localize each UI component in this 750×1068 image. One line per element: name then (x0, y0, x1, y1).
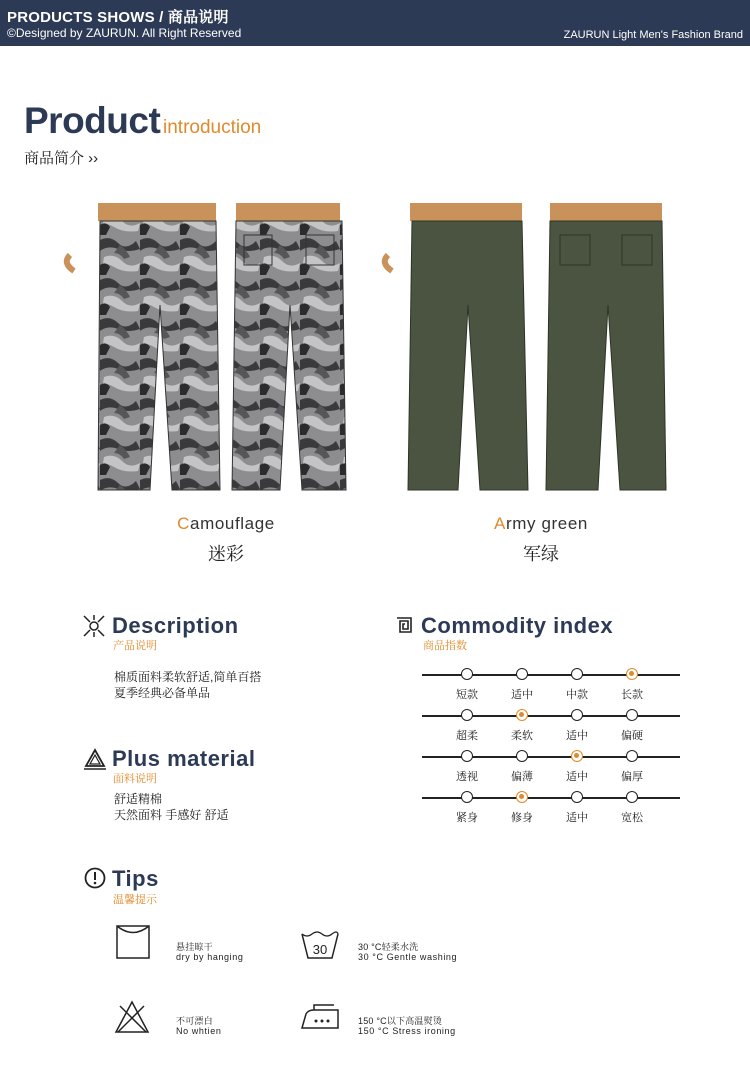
tip-3-en: No whtien (176, 1026, 222, 1036)
wash-30-icon (300, 930, 340, 960)
commodity-dot-selected (516, 709, 528, 721)
description-title: Description (112, 613, 239, 638)
commodity-row (422, 791, 680, 824)
tip-4-en: 150 °C Stress ironing (358, 1026, 456, 1036)
commodity-dot (461, 668, 473, 680)
tip-2-en: 30 °C Gentle washing (358, 952, 458, 962)
intro-title: Product (24, 100, 161, 141)
commodity-dot (626, 750, 638, 762)
tips-title: Tips (112, 866, 159, 891)
commodity-title: Commodity index (421, 613, 614, 638)
commodity-dot (516, 668, 528, 680)
commodity-label: 短款 (456, 689, 478, 701)
commodity-dot (461, 750, 473, 762)
commodity-label: 偏薄 (511, 771, 533, 783)
tip-1-en: dry by hanging (176, 952, 244, 962)
tips-subtitle: 温馨提示 (113, 894, 157, 906)
description-text: 棉质面料柔软舒适,简单百搭 夏季经典必备单品 (114, 670, 262, 700)
tip-2-cn: 30 °C轻柔水洗 (358, 942, 419, 952)
commodity-label: 偏厚 (621, 771, 643, 783)
commodity-label: 超柔 (456, 730, 478, 742)
header-brand: ZAURUN Light Men's Fashion Brand (563, 29, 743, 41)
commodity-label: 紧身 (456, 812, 478, 824)
description-icon (82, 614, 106, 638)
description-subtitle: 产品说明 (113, 640, 157, 652)
product-2-name-cn: 军绿 (523, 544, 559, 564)
commodity-dot (571, 709, 583, 721)
commodity-label: 适中 (566, 771, 588, 783)
commodity-row (422, 668, 680, 701)
material-title: Plus material (112, 746, 256, 771)
commodity-subtitle: 商品指数 (423, 640, 467, 652)
commodity-label: 适中 (566, 812, 588, 824)
product-1-name: Camouflage (177, 514, 275, 533)
wash-temp-label: 30 (312, 942, 328, 957)
info-icon (84, 867, 106, 889)
no-bleach-icon (114, 1000, 150, 1034)
header-bar (0, 0, 750, 46)
tip-4-cn: 150 °C以下高温熨烫 (358, 1016, 443, 1026)
commodity-dot (461, 709, 473, 721)
material-text: 舒适精棉 天然面料 手感好 舒适 (114, 792, 229, 822)
iron-icon (300, 1002, 340, 1030)
product-1-name-cn: 迷彩 (208, 544, 244, 564)
commodity-dot (626, 791, 638, 803)
commodity-dot (461, 791, 473, 803)
commodity-label: 适中 (511, 689, 533, 701)
tip-3-cn: 不可漂白 (176, 1016, 213, 1026)
commodity-dot-selected (626, 668, 638, 680)
header-copyright: ©Designed by ZAURUN. All Right Reserved (7, 26, 242, 40)
product-2-name: Army green (494, 514, 588, 533)
header-title: PRODUCTS SHOWS / 商品说明 (7, 9, 229, 26)
commodity-dot (571, 668, 583, 680)
commodity-label: 柔软 (511, 730, 533, 742)
intro-cn-label: 商品简介 ›› (24, 150, 99, 167)
commodity-dot-selected (571, 750, 583, 762)
commodity-dot-selected (516, 791, 528, 803)
material-subtitle: 面料说明 (113, 773, 157, 785)
intro-subtitle: introduction (163, 117, 262, 138)
commodity-row (422, 709, 680, 742)
commodity-label: 偏硬 (621, 730, 643, 742)
tip-1-cn: 悬挂晾干 (176, 942, 213, 952)
commodity-dot (571, 791, 583, 803)
commodity-label: 宽松 (621, 812, 643, 824)
commodity-dot (516, 750, 528, 762)
commodity-label: 长款 (621, 689, 643, 701)
hang-dry-icon (116, 925, 150, 959)
recycle-icon (82, 747, 108, 773)
camo-pants-image (60, 195, 360, 500)
commodity-label: 中款 (566, 689, 588, 701)
army-green-pants-image (378, 195, 678, 500)
spiral-icon (393, 614, 415, 636)
commodity-dot (626, 709, 638, 721)
commodity-label: 适中 (566, 730, 588, 742)
commodity-label: 修身 (511, 812, 533, 824)
commodity-row (422, 750, 680, 783)
commodity-label: 透视 (456, 771, 478, 783)
